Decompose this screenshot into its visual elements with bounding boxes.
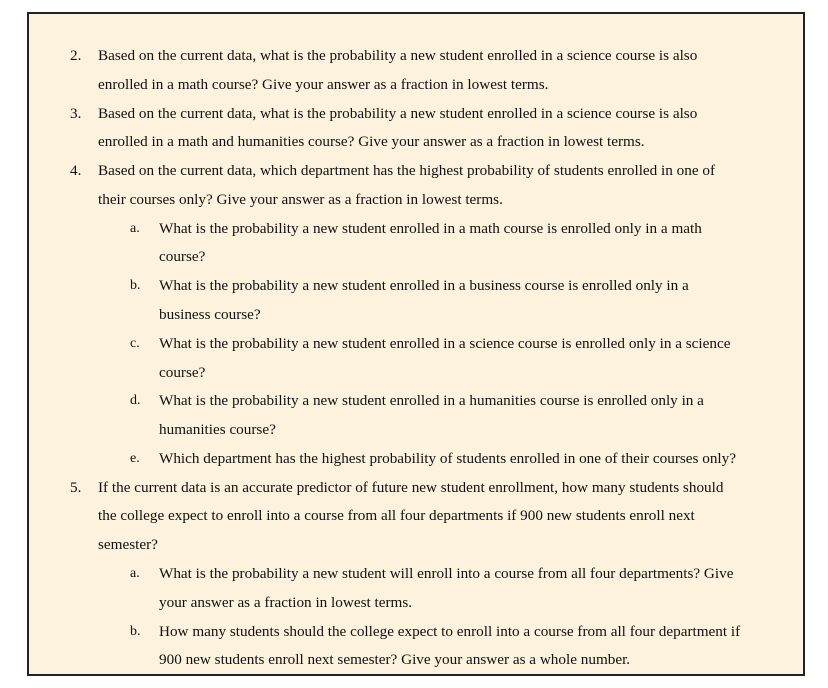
sub-question-text-line: What is the probability a new student will enroll into a course from all four departments? Give (159, 565, 734, 582)
sub-question-letter: a. (130, 221, 140, 236)
question-text-line: Based on the current data, what is the probability a new student enrolled in a science course is also (98, 47, 698, 64)
question-text-line: their courses only? Give your answer as a fraction in lowest terms. (98, 191, 503, 208)
question-text-line: Based on the current data, what is the probability a new student enrolled in a science course is also (98, 105, 698, 122)
sub-question-letter: c. (130, 336, 140, 351)
sub-question-text-line: How many students should the college expect to enroll into a course from all four department if (159, 623, 741, 640)
question-number: 3. (70, 105, 82, 122)
sub-question-text-line: your answer as a fraction in lowest terms. (159, 594, 413, 611)
question-text-line: Based on the current data, which department has the highest probability of students enrolled in one of (98, 162, 716, 179)
sub-question-text-line: humanities course? (159, 421, 276, 438)
question-text-line: semester? (98, 536, 158, 553)
sub-question-letter: b. (130, 278, 141, 293)
sub-question-letter: e. (130, 451, 140, 466)
question-panel (27, 12, 805, 676)
sub-question-text-line: What is the probability a new student enrolled in a science course is enrolled only in a science (159, 335, 731, 352)
sub-question-letter: a. (130, 566, 140, 581)
sub-question-text-line: course? (159, 248, 206, 265)
sub-question-text-line: Which department has the highest probability of students enrolled in one of their courses only? (159, 450, 736, 467)
question-text-line: enrolled in a math course? Give your answer as a fraction in lowest terms. (98, 76, 549, 93)
sub-question-text-line: business course? (159, 306, 261, 323)
question-text-line: the college expect to enroll into a course from all four departments if 900 new students enroll next (98, 507, 695, 524)
sub-question-text-line: course? (159, 364, 206, 381)
question-text-line: If the current data is an accurate predictor of future new student enrollment, how many students should (98, 479, 724, 496)
question-number: 4. (70, 162, 82, 179)
sub-question-letter: d. (130, 393, 141, 408)
question-number: 2. (70, 47, 82, 64)
sub-question-text-line: What is the probability a new student enrolled in a business course is enrolled only in a (159, 277, 689, 294)
sub-question-text-line: What is the probability a new student enrolled in a humanities course is enrolled only in a (159, 392, 704, 409)
question-text-line: enrolled in a math and humanities course? Give your answer as a fraction in lowest terms. (98, 133, 645, 150)
sub-question-text-line: 900 new students enroll next semester? Give your answer as a whole number. (159, 651, 631, 668)
question-number: 5. (70, 479, 82, 496)
sub-question-text-line: What is the probability a new student enrolled in a math course is enrolled only in a math (159, 220, 702, 237)
sub-question-letter: b. (130, 624, 141, 639)
